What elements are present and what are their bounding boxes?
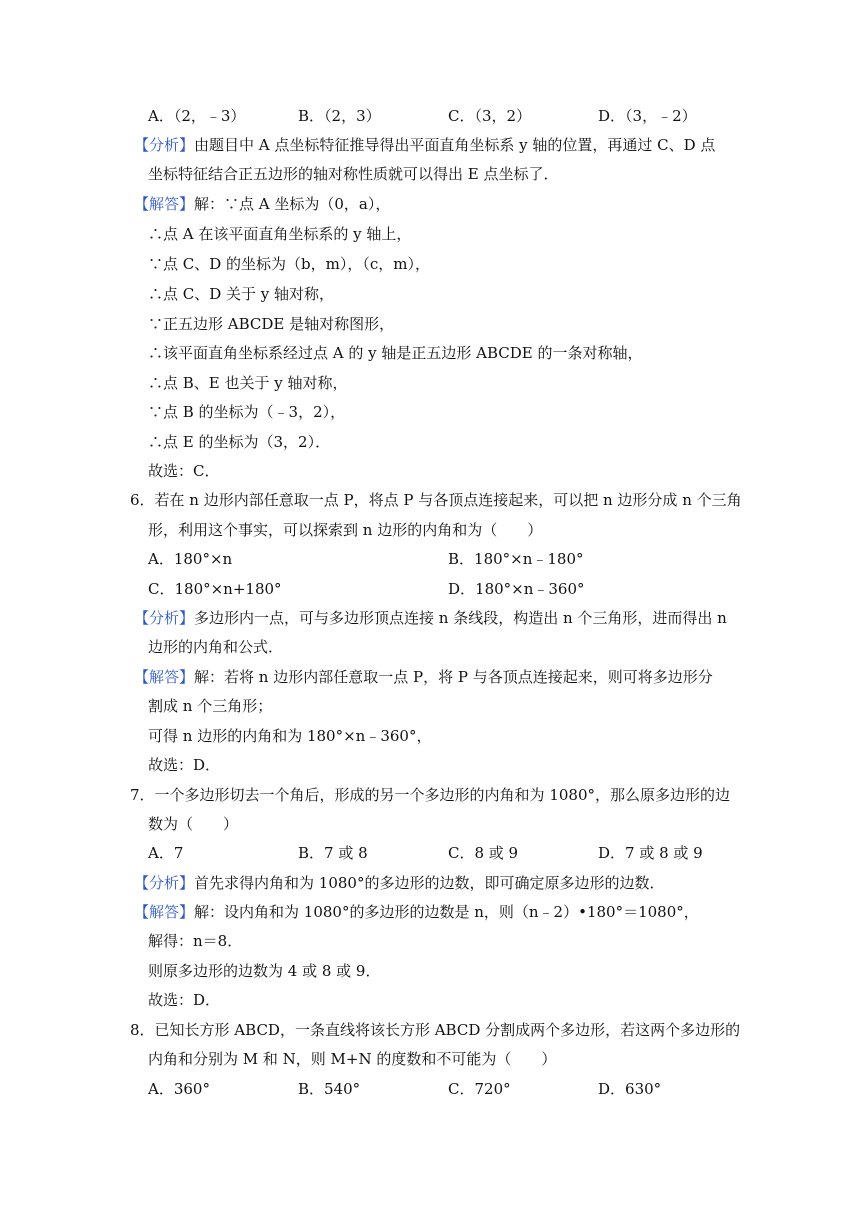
q8-option-a: A．360°: [148, 1080, 210, 1098]
q6-analysis: [134, 608, 727, 628]
q5-step: ∴点 E 的坐标为（3，2）．: [148, 433, 331, 451]
analysis-tag: 【分析】: [134, 874, 195, 892]
q5-step: ∵点 C、D 的坐标为（b，m），（c，m），: [148, 255, 430, 273]
q7-stem-cont: 数为（ ）: [148, 815, 239, 833]
analysis-text: 多边形内一点，可与多边形顶点连接 n 条线段，构造出 n 个三角形，进而得出 n: [194, 609, 727, 627]
q8-stem-cont: 内角和分别为 M 和 N，则 M+N 的度数和不可能为（ ）: [148, 1050, 557, 1068]
q7-answer-cont: 解得：n＝8．: [148, 932, 243, 950]
q7-analysis: [134, 873, 664, 893]
q5-step: ∴点 A 在该平面直角坐标系的 y 轴上，: [148, 225, 412, 243]
q7-option-a: A．7: [148, 844, 184, 862]
q7-answer-cont: 故选：D．: [148, 991, 221, 1009]
q6-option-c: C．180°×n+180°: [148, 580, 282, 598]
q8-option-b: B．540°: [298, 1080, 361, 1098]
q5-option-a: A．（2，﹣3）: [148, 107, 246, 125]
q8-stem: 8．已知长方形 ABCD，一条直线将该长方形 ABCD 分割成两个多边形，若这两个多边形的: [130, 1021, 741, 1039]
answer-tag: 【解答】: [134, 668, 195, 686]
q5-step: 故选：C．: [148, 462, 220, 480]
q6-option-a: A．180°×n: [148, 550, 233, 568]
q6-stem-cont: 形，利用这个事实，可以探索到 n 边形的内角和为（ ）: [148, 521, 543, 539]
q6-analysis-cont: 边形的内角和公式．: [148, 638, 284, 656]
q5-step: ∴点 B、E 也关于 y 轴对称，: [148, 374, 348, 392]
q5-analysis: [134, 135, 715, 155]
q8-option-c: C．720°: [448, 1080, 511, 1098]
q6-option-b: B．180°×n﹣180°: [448, 550, 584, 568]
q5-option-b: B．（2，3）: [298, 107, 381, 125]
answer-text: 解：∵点 A 坐标为（0，a），: [194, 195, 391, 213]
answer-tag: 【解答】: [134, 903, 195, 921]
analysis-tag: 【分析】: [134, 609, 195, 627]
q7-answer-cont: 则原多边形的边数为 4 或 8 或 9．: [148, 962, 381, 980]
q6-answer-cont: 割成 n 个三角形；: [148, 697, 273, 715]
q5-step: ∴该平面直角坐标系经过点 A 的 y 轴是正五边形 ABCDE 的一条对称轴，: [148, 344, 643, 362]
q6-option-d: D．180°×n﹣360°: [448, 580, 585, 598]
q8-option-d: D．630°: [598, 1080, 662, 1098]
q6-stem: 6．若在 n 边形内部任意取一点 P，将点 P 与各顶点连接起来，可以把 n 边形分成 n 个三角: [130, 491, 742, 509]
q7-stem: 7．一个多边形切去一个角后，形成的另一个多边形的内角和为 1080°，那么原多边形的边: [130, 786, 730, 804]
q7-option-b: B．7 或 8: [298, 844, 368, 862]
analysis-text: 首先求得内角和为 1080°的多边形的边数，即可确定原多边形的边数．: [194, 874, 665, 892]
answer-tag: 【解答】: [134, 195, 195, 213]
answer-text: 解：若将 n 边形内部任意取一点 P，将 P 与各顶点连接起来，则可将多边形分: [194, 668, 713, 686]
answer-text: 解：设内角和为 1080°的多边形的边数是 n，则（n﹣2）•180°＝1080°，: [194, 903, 699, 921]
q5-step: ∵点 B 的坐标为（﹣3，2），: [148, 403, 346, 421]
q6-answer: [134, 667, 713, 687]
analysis-text: 由题目中 A 点坐标特征推导得出平面直角坐标系 y 轴的位置，再通过 C、D 点: [194, 136, 716, 154]
q7-option-d: D．7 或 8 或 9: [598, 844, 703, 862]
q5-option-d: D．（3，﹣2）: [598, 107, 697, 125]
q5-option-c: C．（3，2）: [448, 107, 532, 125]
q5-step: ∵正五边形 ABCDE 是轴对称图形，: [148, 315, 395, 333]
q7-answer: [134, 902, 699, 922]
q5-analysis-cont: 坐标特征结合正五边形的轴对称性质就可以得出 E 点坐标了．: [148, 165, 559, 183]
q5-answer: [134, 194, 390, 214]
q7-option-c: C．8 或 9: [448, 844, 519, 862]
q5-step: ∴点 C、D 关于 y 轴对称，: [148, 285, 335, 303]
analysis-tag: 【分析】: [134, 136, 195, 154]
q6-answer-cont: 故选：D．: [148, 756, 221, 774]
q6-answer-cont: 可得 n 边形的内角和为 180°×n﹣360°，: [148, 727, 432, 745]
